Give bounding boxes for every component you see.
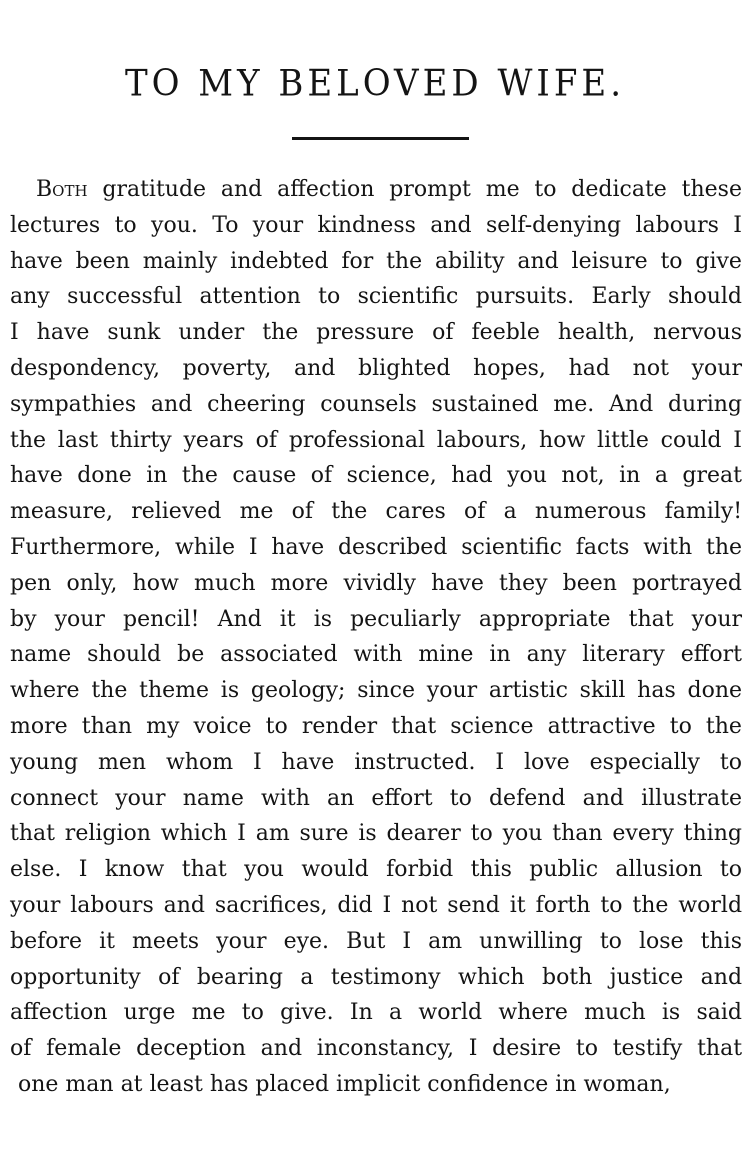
text-line-7: sympathies and cheering counsels sustained me. And during bbox=[10, 391, 743, 417]
text-line-4: any successful attention to scientific pursuits. Early should bbox=[10, 284, 742, 310]
text-line-23: opportunity of bearing a testimony which both justice and bbox=[10, 964, 743, 990]
title-rule bbox=[292, 137, 469, 140]
text-line-15: where the theme is geology; since your artistic skill has done bbox=[10, 678, 743, 704]
text-line-6: despondency, poverty, and blighted hopes, had not your bbox=[10, 355, 742, 381]
opening-word: Both bbox=[36, 177, 88, 202]
text-line-25: of female deception and inconstancy, I desire to testify that bbox=[10, 1036, 743, 1062]
text-line-18: connect your name with an effort to defend and illustrate bbox=[10, 785, 743, 811]
text-line-1 bbox=[10, 172, 742, 208]
text-line-12: pen only, how much more vividly have they been portrayed bbox=[10, 570, 742, 596]
text-line-17: young men whom I have instructed. I love especially to bbox=[10, 749, 742, 775]
text-line-19: that religion which I am sure is dearer to you than every thing bbox=[10, 821, 742, 847]
text-line-14: name should be associated with mine in any literary effort bbox=[10, 642, 743, 668]
text-line-10: measure, relieved me of the cares of a numerous family! bbox=[10, 499, 743, 525]
text-line-11: Furthermore, while I have described scientific facts with the bbox=[10, 534, 743, 560]
text-line-5: I have sunk under the pressure of feeble health, nervous bbox=[10, 320, 743, 346]
text-line-20: else. I know that you would forbid this public allusion to bbox=[10, 857, 742, 883]
text-line-26: one man at least has placed implicit confidence in woman, bbox=[18, 1071, 671, 1097]
text-line-8: the last thirty years of professional labours, how little could I bbox=[10, 427, 742, 453]
text-line-9: have done in the cause of science, had you not, in a great bbox=[10, 463, 742, 489]
text-line-24: affection urge me to give. In a world where much is said bbox=[10, 1000, 742, 1026]
dedication-text bbox=[10, 172, 742, 1103]
text-line-22: before it meets your eye. But I am unwilling to lose this bbox=[10, 928, 742, 954]
page-title: TO MY BELOVED WIFE. bbox=[124, 62, 626, 106]
text-line-21: your labours and sacrifices, did I not send it forth to the world bbox=[10, 892, 743, 918]
text-line-3: have been mainly indebted for the ability and leisure to give bbox=[10, 248, 742, 274]
text-line-16: more than my voice to render that science attractive to the bbox=[10, 713, 742, 739]
text-line-13: by your pencil! And it is peculiarly appropriate that your bbox=[10, 606, 743, 632]
text-line-1-rest: gratitude and affection prompt me to dedicate these bbox=[87, 177, 742, 202]
text-line-2: lectures to you. To your kindness and self-denying labours I bbox=[10, 212, 743, 238]
